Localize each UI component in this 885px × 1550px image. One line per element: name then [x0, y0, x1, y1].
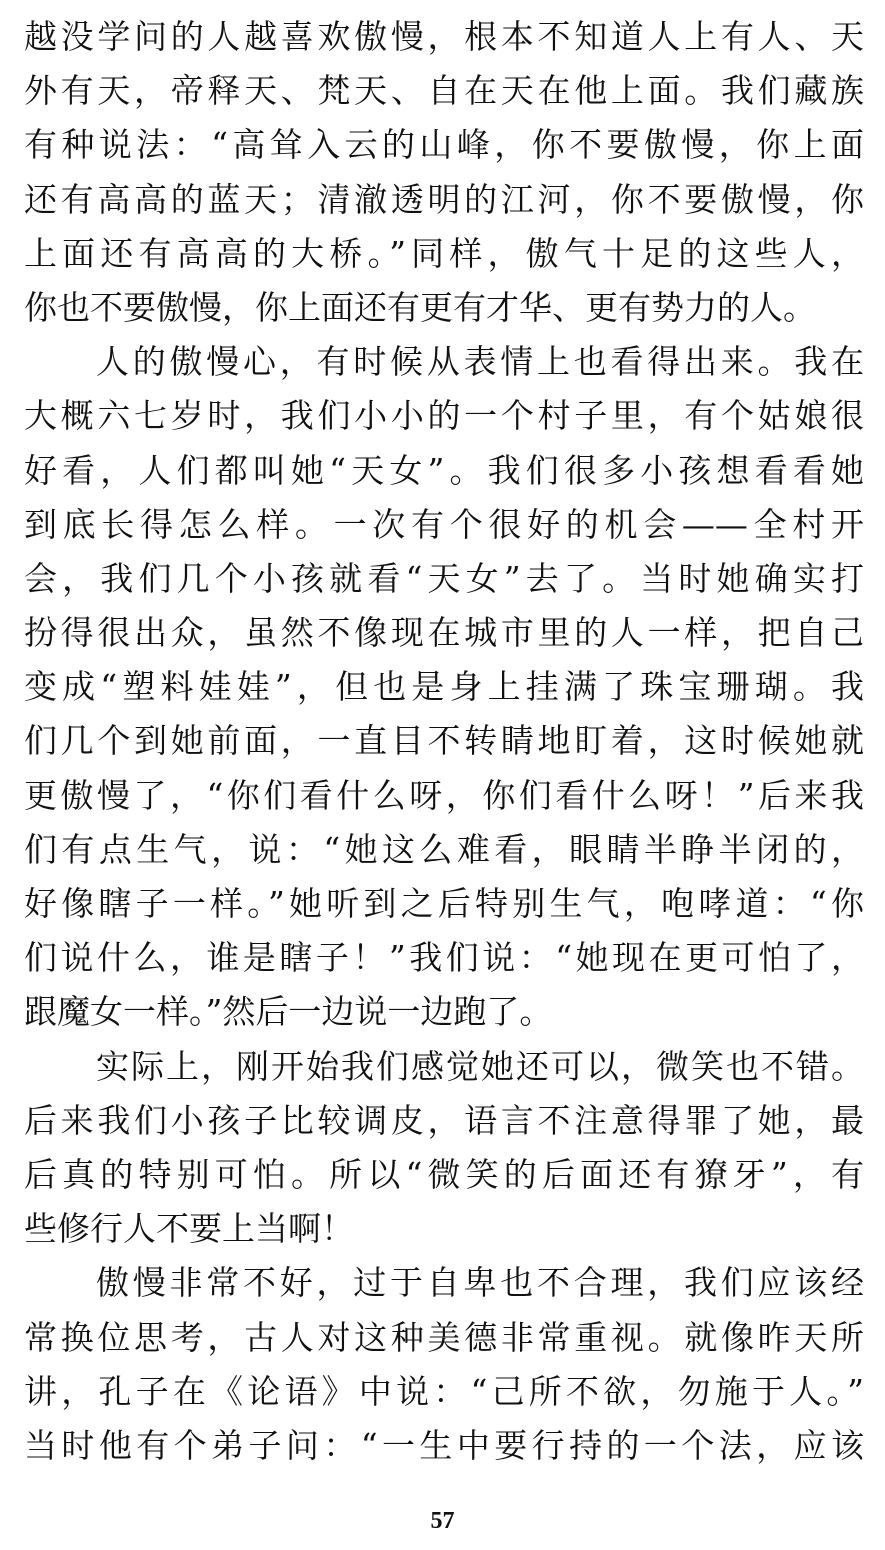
body-text	[24, 10, 864, 1473]
text-line: 后来我们小孩子比较调皮，语言不注意得罪了她，最	[24, 1100, 864, 1140]
text-line: 们几个到她前面，一直目不转睛地盯着，这时候她就	[24, 721, 864, 761]
text-line: 扮得很出众，虽然不像现在城市里的人一样，把自己	[24, 613, 864, 653]
text-line: 还有高高的蓝天；清澈透明的江河，你不要傲慢，你	[24, 179, 864, 219]
paragraph-start-line: 实际上，刚开始我们感觉她还可以，微笑也不错。	[96, 1046, 864, 1086]
text-line: 到底长得怎么样。一次有个很好的机会——全村开	[24, 504, 864, 544]
text-line: 当时他有个弟子问：“一生中要行持的一个法，应该	[24, 1425, 864, 1465]
text-line: 好像瞎子一样。”她听到之后特别生气，咆哮道：“你	[24, 884, 864, 923]
text-line: 常换位思考，古人对这种美德非常重视。就像昨天所	[24, 1317, 864, 1357]
text-line: 外有天，帝释天、梵天、自在天在他上面。我们藏族	[24, 71, 864, 111]
text-line: 跟魔女一样。”然后一边说一边跑了。	[24, 992, 553, 1032]
text-line: 好看，人们都叫她“天女”。我们很多小孩想看看她	[24, 450, 864, 490]
text-line: 们有点生气，说：“她这么难看，眼睛半睁半闭的，	[24, 829, 864, 869]
text-line: 变成“塑料娃娃”，但也是身上挂满了珠宝珊瑚。我	[24, 667, 864, 707]
text-line: 上面还有高高的大桥。”同样，傲气十足的这些人，	[24, 233, 864, 273]
text-line: 越没学问的人越喜欢傲慢，根本不知道人上有人、天	[24, 17, 864, 56]
paragraph-start-line: 傲慢非常不好，过于自卑也不合理，我们应该经	[96, 1263, 864, 1303]
text-line: 有种说法：“高耸入云的山峰，你不要傲慢，你上面	[24, 125, 864, 165]
text-line: 大概六七岁时，我们小小的一个村子里，有个姑娘很	[24, 396, 864, 436]
text-line: 们说什么，谁是瞎子！”我们说：“她现在更可怕了，	[24, 938, 864, 978]
paragraph-start-line: 人的傲慢心，有时候从表情上也看得出来。我在	[96, 342, 864, 382]
text-line: 更傲慢了，“你们看什么呀，你们看什么呀！”后来我	[24, 775, 864, 815]
text-line: 会，我们几个小孩就看“天女”去了。当时她确实打	[24, 558, 864, 598]
text-line: 你也不要傲慢，你上面还有更有才华、更有势力的人。	[24, 287, 816, 327]
page-number: 57	[430, 1508, 455, 1534]
text-line: 后真的特别可怕。所以“微笑的后面还有獠牙”，有	[24, 1154, 864, 1194]
text-line: 些修行人不要上当啊！	[24, 1209, 354, 1249]
text-line: 讲，孔子在《论语》中说：“己所不欲，勿施于人。”	[24, 1371, 864, 1411]
